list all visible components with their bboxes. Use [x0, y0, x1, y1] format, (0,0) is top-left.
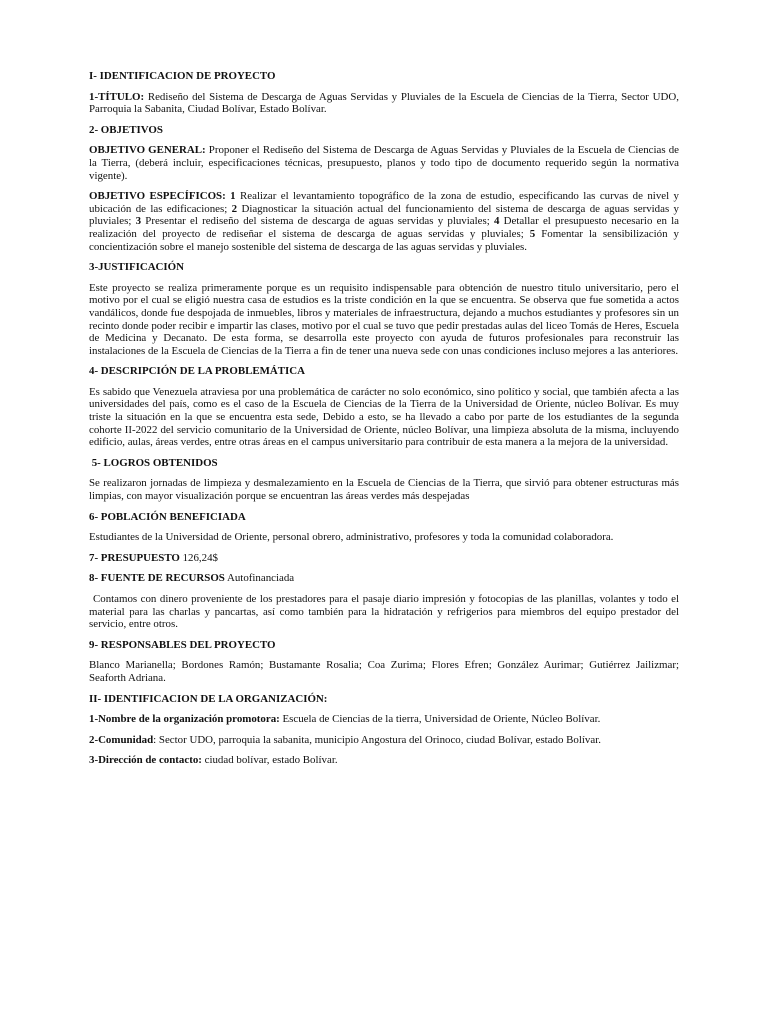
organization-name-paragraph	[89, 713, 679, 726]
budget-line	[89, 552, 679, 565]
contact-address-paragraph	[89, 754, 679, 767]
contact-address-text: ciudad bolívar, estado Bolívar.	[201, 754, 338, 767]
community-label: 2-Comunidad	[89, 733, 154, 746]
beneficiary-population-paragraph: Estudiantes de la Universidad de Oriente, personal obrero, administrativo, profesores y toda la comunidad colaboradora.	[89, 531, 614, 544]
project-title-paragraph	[89, 91, 679, 116]
objectives-heading: 2- OBJETIVOS	[89, 123, 163, 136]
budget-value: 126,24$	[179, 551, 218, 564]
specific-objective-number: 1	[225, 190, 236, 203]
resources-line	[89, 572, 679, 585]
specific-objective-number: 3	[135, 215, 142, 228]
resources-label: 8- FUENTE DE RECURSOS	[89, 572, 225, 585]
document-page	[89, 70, 679, 775]
organization-name-label: 1-Nombre de la organización promotora:	[89, 713, 280, 726]
specific-objective-number: 5	[529, 227, 536, 240]
community-paragraph	[89, 734, 679, 747]
specific-objective-text: Presentar el rediseño del sistema de descarga de aguas servidas y pluviales;	[141, 215, 494, 228]
beneficiary-population-heading: 6- POBLACIÓN BENEFICIADA	[89, 510, 246, 523]
resources-paragraph	[89, 593, 679, 631]
justification-paragraph: Este proyecto se realiza primeramente porque es un requisito indispensable para obtención de nuestro titulo universitario, pero el motivo por el cual se eligió nuestra casa de estudios es la triste condición en la que se encuentra. Se observa que fue sometida a actos vandálicos, donde fue despojada de inmuebles, libros y materiales de infraestructura, dejando a muchos estudiantes y profesores sin un recinto donde poder recibir e impartir las clases, motivo por el cual se tuvo que pedir prestadas aulas del liceo Tomás de Heres, Escuela de Medicina y Decanato. De esta forma, se desarrolla este proyecto con ayuda de futuros profesionales para reconstruir las instalaciones de la Escuela de Ciencias de la Tierra a fin de tener una nueva sede con unas condiciones incluso mejores a las anteriores.	[89, 281, 679, 357]
section-heading-organization: II- IDENTIFICACION DE LA ORGANIZACIÓN:	[89, 692, 328, 705]
general-objective-label: OBJETIVO GENERAL:	[89, 144, 206, 157]
specific-objective-text: Fomentar la sensibilización y concientización sobre el manejo sostenible del sistema de descarga de las aguas servidas y pluviales.	[89, 227, 680, 253]
general-objective-text: Proponer el Rediseño del Sistema de Descarga de Aguas Servidas y Pluviales de la Escuela de Ciencias de la Tierra, (deberá incluir, especificaciones técnicas, presupuesto, planos y todo tipo de documento requerido según la normativa vigente).	[89, 144, 679, 182]
specific-objective-text: Diagnosticar la situación actual del funcionamiento del sistema de descarga de aguas servidas y pluviales;	[89, 202, 679, 228]
specific-objective-text: Detallar el presupuesto necesario en la realización del proyecto de rediseñar el sistema de descarga de aguas servidas y pluviales;	[89, 215, 679, 240]
specific-objectives-label: OBJETIVO ESPECÍFICOS:	[89, 190, 226, 203]
justification-heading: 3-JUSTIFICACIÓN	[89, 261, 185, 274]
responsibles-paragraph: Blanco Marianella; Bordones Ramón; Bustamante Rosalia; Coa Zurima; Flores Efren; González Aurimar; Gutiérrez Jailizmar; Seaforth Adriana.	[89, 659, 679, 684]
section-heading-project-identification: I- IDENTIFICACION DE PROYECTO	[89, 70, 276, 82]
resources-text: Contamos con dinero proveniente de los prestadores para el pasaje diario impresión y fotocopias de las planillas, volantes y todo el material para las charlas y pancartas, así como también para la hidratación y refrigerios para miembros del equipo prestador del servicio, entre otros.	[89, 593, 679, 631]
resources-value: Autofinanciada	[224, 572, 295, 585]
achievements-heading: 5- LOGROS OBTENIDOS	[89, 456, 218, 469]
general-objective-paragraph	[89, 144, 679, 182]
specific-objective-number: 2	[231, 202, 238, 215]
contact-address-label: 3-Dirección de contacto:	[89, 754, 202, 767]
specific-objective-text: Realizar el levantamiento topográfico de la zona de estudio, especificando las curvas de nivel y ubicación de las edificaciones;	[89, 190, 680, 215]
specific-objective-number: 4	[493, 215, 500, 228]
achievements-paragraph: Se realizaron jornadas de limpieza y desmalezamiento en la Escuela de Ciencias de la Tierra, que sirvió para obtener estructuras más limpias, con mayor visualización porque se encuentran las áreas verdes más despejadas	[89, 477, 679, 503]
responsibles-heading: 9- RESPONSABLES DEL PROYECTO	[89, 638, 276, 651]
organization-name-text: Escuela de Ciencias de la tierra, Universidad de Oriente, Núcleo Bolívar.	[279, 713, 601, 726]
title-text: Rediseño del Sistema de Descarga de Aguas Servidas y Pluviales de la Escuela de Ciencias de la Tierra, Sector UDO, Parroquia la Sabanita, Ciudad Bolívar, Estado Bolívar.	[89, 90, 679, 116]
budget-label: 7- PRESUPUESTO	[89, 551, 180, 564]
problem-description-paragraph: Es sabido que Venezuela atraviesa por una problemática de carácter no solo económico, sino político y social, que también afecta a las universidades del país, como es el caso de la Escuela de Ciencias de la Tierra de la Universidad de Oriente, núcleo Bolívar. Es muy triste la situación en la que se encuentra esta sede, Debido a esto, se ha llevado a cabo por parte de los estudiantes de la segunda cohorte II-2022 del servicio comunitario de la Universidad de Oriente, núcleo Bolívar, una limpieza absoluta de la misma, incluyendo edificio, aulas, áreas verdes, entre otras áreas en el campus universitario para contribuir de esta manera a la mejora de la universidad.	[89, 385, 679, 449]
title-label: 1-TÍTULO:	[89, 90, 145, 103]
specific-objectives-paragraph	[89, 190, 679, 253]
problem-description-heading: 4- DESCRIPCIÓN DE LA PROBLEMÁTICA	[89, 365, 306, 378]
community-text: : Sector UDO, parroquia la sabanita, municipio Angostura del Orinoco, ciudad Bolívar, estado Bolívar.	[153, 733, 601, 746]
